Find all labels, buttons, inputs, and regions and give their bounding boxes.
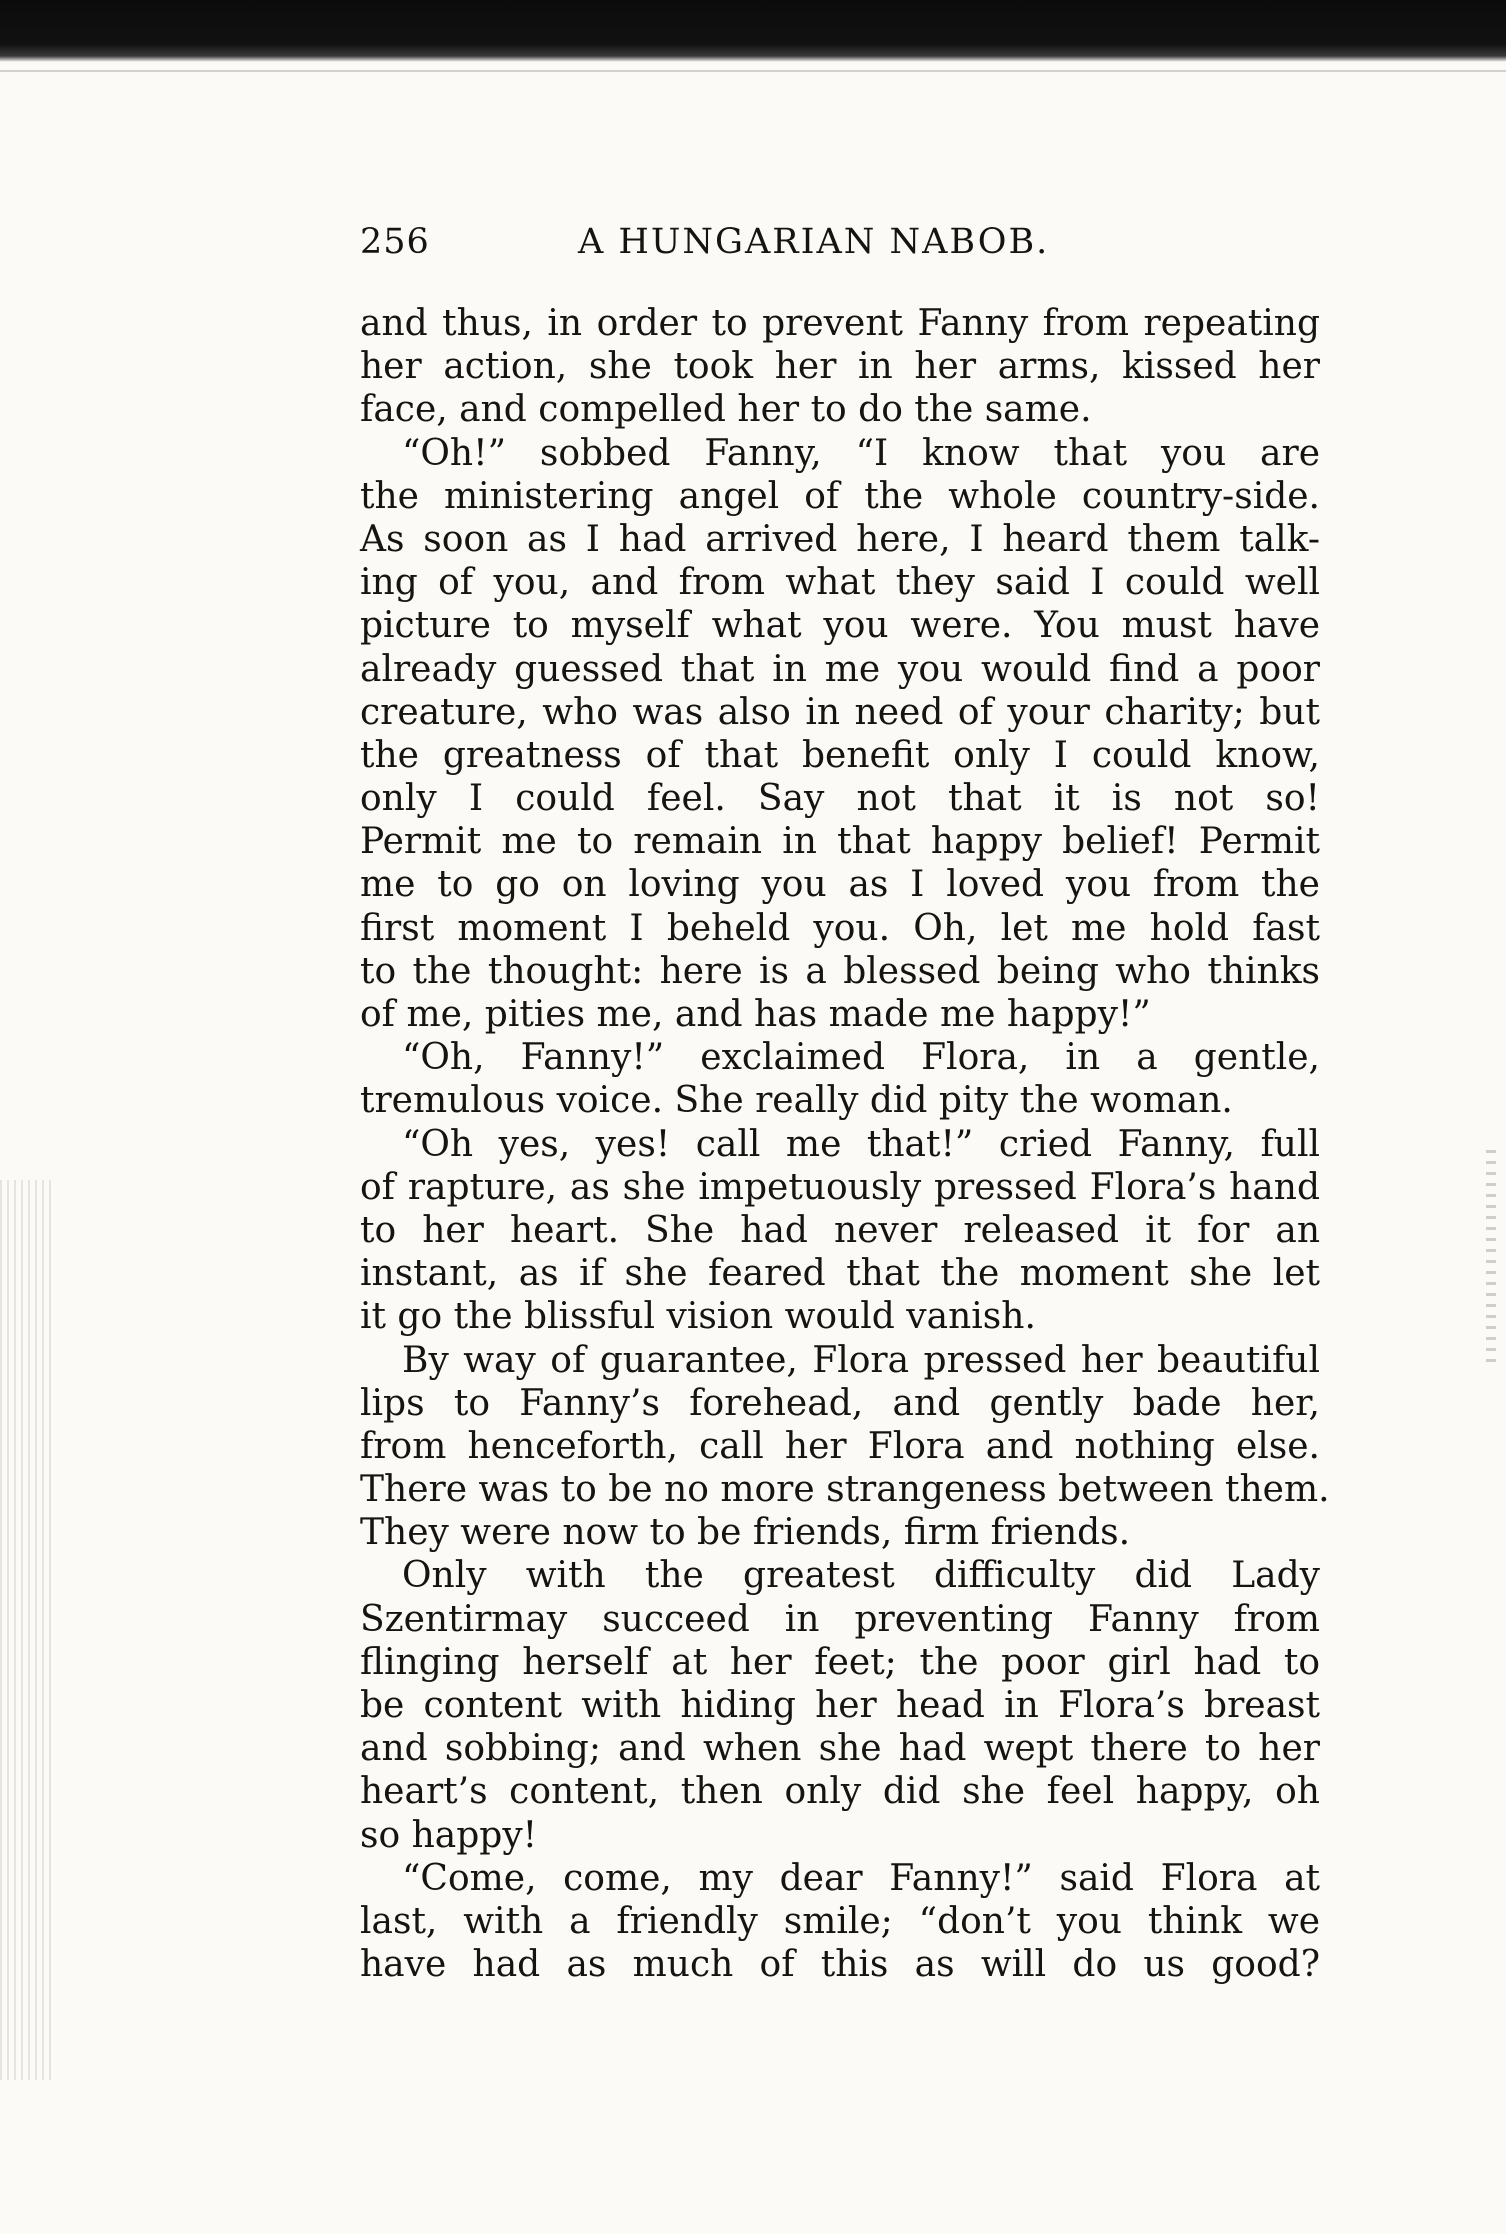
- text-line: There was to be no more strangeness between them.: [360, 1469, 1330, 1511]
- text-line: her action, she took her in her arms, kissed her: [360, 346, 1320, 388]
- text-line: Permit me to remain in that happy belief! Permit: [360, 821, 1320, 863]
- scan-top-rule: [0, 70, 1506, 72]
- text-line: of rapture, as she impetuously pressed Flora’s hand: [360, 1166, 1320, 1208]
- text-line: last, with a friendly smile; “don’t you think we: [360, 1900, 1320, 1942]
- text-line: and sobbing; and when she had wept there to her: [360, 1728, 1320, 1770]
- running-title: A HUNGARIAN NABOB.: [578, 222, 1050, 262]
- text-line: only I could feel. Say not that it is not so!: [360, 778, 1320, 820]
- scan-top-edge: [0, 0, 1506, 62]
- text-line: “Oh yes, yes! call me that!” cried Fanny, full: [402, 1123, 1320, 1165]
- text-line: Only with the greatest difficulty did Lady: [402, 1555, 1320, 1597]
- text-line: Szentirmay succeed in preventing Fanny from: [360, 1598, 1320, 1640]
- text-line: first moment I beheld you. Oh, let me hold fast: [360, 907, 1320, 949]
- text-line: “Oh!” sobbed Fanny, “I know that you are: [402, 432, 1320, 474]
- text-line: the ministering angel of the whole country-side.: [360, 475, 1320, 517]
- text-line: from henceforth, call her Flora and nothing else.: [360, 1425, 1320, 1467]
- text-line: to her heart. She had never released it for an: [360, 1209, 1320, 1251]
- scan-bleed-marks: [1486, 1150, 1496, 1370]
- text-line: so happy!: [360, 1814, 538, 1856]
- text-line: As soon as I had arrived here, I heard them talk-: [360, 518, 1320, 560]
- text-line: already guessed that in me you would find a poor: [360, 648, 1320, 690]
- text-line: They were now to be friends, firm friends.: [360, 1512, 1131, 1554]
- page-header: [360, 222, 1320, 272]
- text-line: picture to myself what you were. You must have: [360, 605, 1320, 647]
- text-line: ing of you, and from what they said I could well: [360, 562, 1320, 604]
- text-line: of me, pities me, and has made me happy!”: [360, 994, 1151, 1035]
- text-line: creature, who was also in need of your charity; but: [360, 691, 1320, 733]
- text-line: have had as much of this as will do us good?: [360, 1944, 1320, 1986]
- text-line: face, and compelled her to do the same.: [360, 389, 1092, 431]
- text-line: flinging herself at her feet; the poor girl had to: [360, 1641, 1320, 1683]
- text-line: the greatness of that benefit only I could know,: [360, 734, 1320, 776]
- text-line: tremulous voice. She really did pity the woman.: [360, 1080, 1233, 1122]
- page-number: 256: [360, 222, 430, 262]
- text-line: me to go on loving you as I loved you from the: [360, 864, 1320, 906]
- text-line: heart’s content, then only did she feel happy, oh: [360, 1771, 1320, 1813]
- body-text: [360, 302, 1330, 1986]
- text-line: and thus, in order to prevent Fanny from repeating: [360, 303, 1320, 344]
- text-line: By way of guarantee, Flora pressed her beautiful: [402, 1339, 1320, 1381]
- scan-spine-shadow: [0, 1180, 56, 2080]
- text-line: it go the blissful vision would vanish.: [360, 1296, 1036, 1338]
- text-line: to the thought: here is a blessed being who thinks: [360, 950, 1320, 992]
- text-line: lips to Fanny’s forehead, and gently bade her,: [360, 1382, 1320, 1424]
- text-line: be content with hiding her head in Flora’s breast: [360, 1685, 1320, 1726]
- text-line: “Oh, Fanny!” exclaimed Flora, in a gentle,: [402, 1037, 1320, 1079]
- text-line: “Come, come, my dear Fanny!” said Flora at: [402, 1857, 1320, 1899]
- text-line: instant, as if she feared that the moment she let: [360, 1253, 1320, 1295]
